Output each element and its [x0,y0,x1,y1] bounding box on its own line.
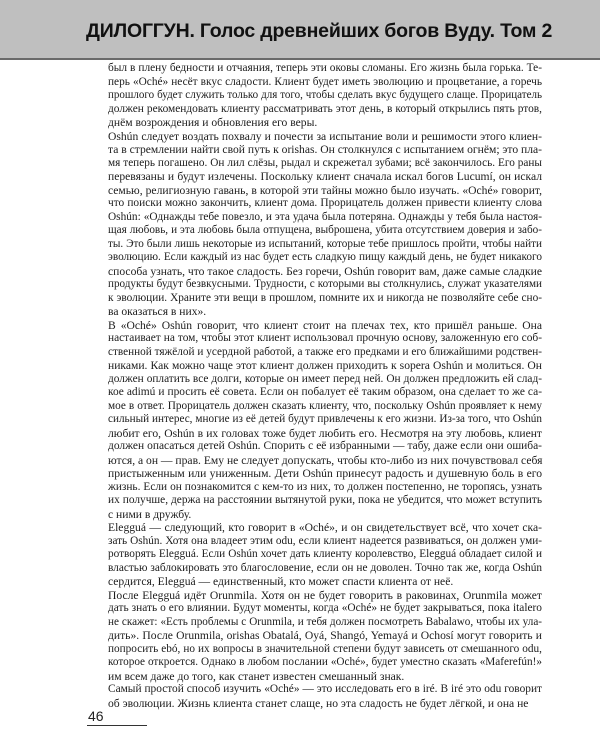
paragraph [89,521,542,589]
text-line: эволюцию. Если каждый из нас будет есть сладкую пищу каждый день, не будет никакого [108,251,542,263]
text-line: перь «Oché» несёт вкус сладости. Клиент будет иметь эволюцию и процветание, а горечь [108,75,542,88]
text-line: которое откроется. Однако в любом послании «Oché», будет уместно сказать «Maferefún!» [108,656,542,668]
text-line: ва оказаться в них». [108,305,207,318]
paragraph [89,589,542,684]
body-text [89,62,542,710]
text-line: дить». После Orunmila, orishas Obatalá, Oyá, Shangó, Yemayá и Ochosí могут говорить и [108,629,542,642]
text-line: должен оплатить все долги, которые он имеет перед ней. Он должен предложить ей слад- [108,372,542,385]
text-line: их получше, держа на расстоянии вытянутой руки, пока не убедится, что может вступить [108,494,542,506]
text-line: никами. Как можно чаще этот клиент должен приходить к sopera Oshún и молиться. Он [108,359,542,372]
text-line: был в плену бедности и отчаяния, теперь эти оковы сломаны. Его жизнь была горька. Те- [108,62,542,74]
text-line: к эволюции. Храните эти вещи в прошлом, помните их и никогда не позволяйте себе сно- [108,291,542,304]
text-line: мя теперь погашено. Он лил слёзы, рыдал и скрежетал зубами; всё закончилось. Его раны [108,156,542,169]
text-line: щая любовь, и эта любовь была отпущена, выброшена, убита отсутствием доверия и забо- [108,224,542,236]
text-line: ротворять Elegguá. Если Oshún хочет дать клиенту королевство, Elegguá обладает силой и [108,548,542,560]
text-line: мое в ответ. Прорицатель должен сказать клиенту, что, поскольку Oshún проявляет к нему [108,399,542,412]
text-line: ты. Это были лишь некоторые из испытаний, которые тебе пришлось пройти, чтобы найти [108,237,542,250]
text-line: властью заблокировать это благословение, если он не доволен. Точно так же, когда Oshún [108,561,542,574]
text-line: должен рекомендовать клиенту рассматривать этот день, в который открылись пять ртов, [108,102,542,115]
text-line: что поиски можно закончить, клиент дома. Прорицатель должен привести клиенту слова [108,197,542,209]
paragraph [89,683,542,710]
text-line: семью, религиозную гавань, в которой эти тайны можно было изучать. «Oché» говорит, [108,183,542,197]
paragraph [89,130,542,319]
text-line: настаивает на том, чтобы этот клиент использовал прочную основу, заложенную его соб- [108,332,542,344]
text-line: любит его, Oshún в их головах тоже будет любить его. Несмотря на эту любовь, клиент [108,426,542,440]
text-line: с ними в дружбу. [108,507,192,521]
text-line: Oshún следует воздать похвалу и почести за испытание воли и решимости этого клиен- [108,129,542,143]
text-line: жизнь. Если он познакомится с кем-то из них, то должен постепенно, не торопясь, узнать [108,480,542,493]
running-title: ДИЛОГГУН. Голос древнейших богов Вуду. Том 2 [86,20,553,42]
paragraph [89,319,542,522]
text-line: Oshún: «Однажды тебе повезло, и эта удача была потеряна. Однажды у тебя была настоя- [108,210,542,223]
text-line: та в стремлении найти свой путь к orishas. Он столкнулся с испытанием огнём; это пла- [108,143,543,156]
text-line: прошлого будет служить только для того, чтобы сделать вкус будущего слаще. Прорицатель [108,89,542,101]
text-line: Elegguá — следующий, кто говорит в «Oché», и он свидетельствует всё, что хочет ска- [108,521,542,534]
paragraph [89,62,542,130]
text-line: попросить ebó, но их вопросы в значительной степени будут зависеть от смешанного odu, [108,642,542,655]
text-line: перевязаны и будут излечены. Поскольку клиент сначала искал богов Lucumí, он искал [108,170,542,183]
text-line: не скажет: «Есть проблемы с Orunmila, и тебя должен посмотреть Babalawo, чтобы их ула- [108,615,542,628]
text-line: ственной тяжёлой и усердной работой, а также его предками и его ближайшими родствен- [108,345,542,358]
text-line: днём возрождения и обновления его веры. [108,116,318,129]
text-line: В «Oché» Oshún говорит, что клиент стоит на плечах тех, кто пришёл раньше. Она [108,318,542,332]
text-line: кое adimú и просить её совета. Если он побалует её таким образом, она сделает то же са- [108,386,542,398]
text-line: пристыженным или униженным. Дети Oshún принесут радость и душевную боль в его [108,467,542,480]
text-line: зать Oshún. Хотя она владеет этим odu, если клиент надеется развиваться, он должен уми- [108,534,542,547]
text-line: должен опасаться детей Oshún. Спорить с её избранными — табу, даже если они ошиба- [108,440,542,452]
page-number: 46 [88,708,104,724]
text-line: способа узнать, что такое сладость. Без горечи, Oshún говорит вам, даже самые сладкие [108,264,542,278]
text-line: дать знать о его влиянии. Будут моменты, когда «Oché» не будет закрываться, пока italero [108,602,542,614]
text-line: ются, а он — прав. Ему не следует допускать, чтобы кто-либо из них почувствовал себя [108,453,543,467]
footer-rule [87,725,147,726]
text-line: сердится, Elegguá — единственный, кто может спасти клиента от неё. [108,575,454,588]
text-line: После Elegguá идёт Orunmila. Хотя он не будет говорить в раковинах, Orunmila может [108,588,542,602]
text-line: Самый простой способ изучить «Oché» — это исследовать его в iré. В iré это odu говорит [108,683,542,695]
text-line: продукты будут безвкусными. Трудности, с которыми вы столкнулись, служат указателями [108,278,542,290]
text-line: им всем даже до того, как станет известен смешанный знак. [108,669,405,683]
text-line: об эволюции. Жизнь клиента станет слаще, но эта сладость не будет лёгкой, и она не [108,696,529,710]
text-line: сильный интерес, многие из её детей будут привлечены к его жизни. Из-за того, что Oshún [108,413,542,425]
